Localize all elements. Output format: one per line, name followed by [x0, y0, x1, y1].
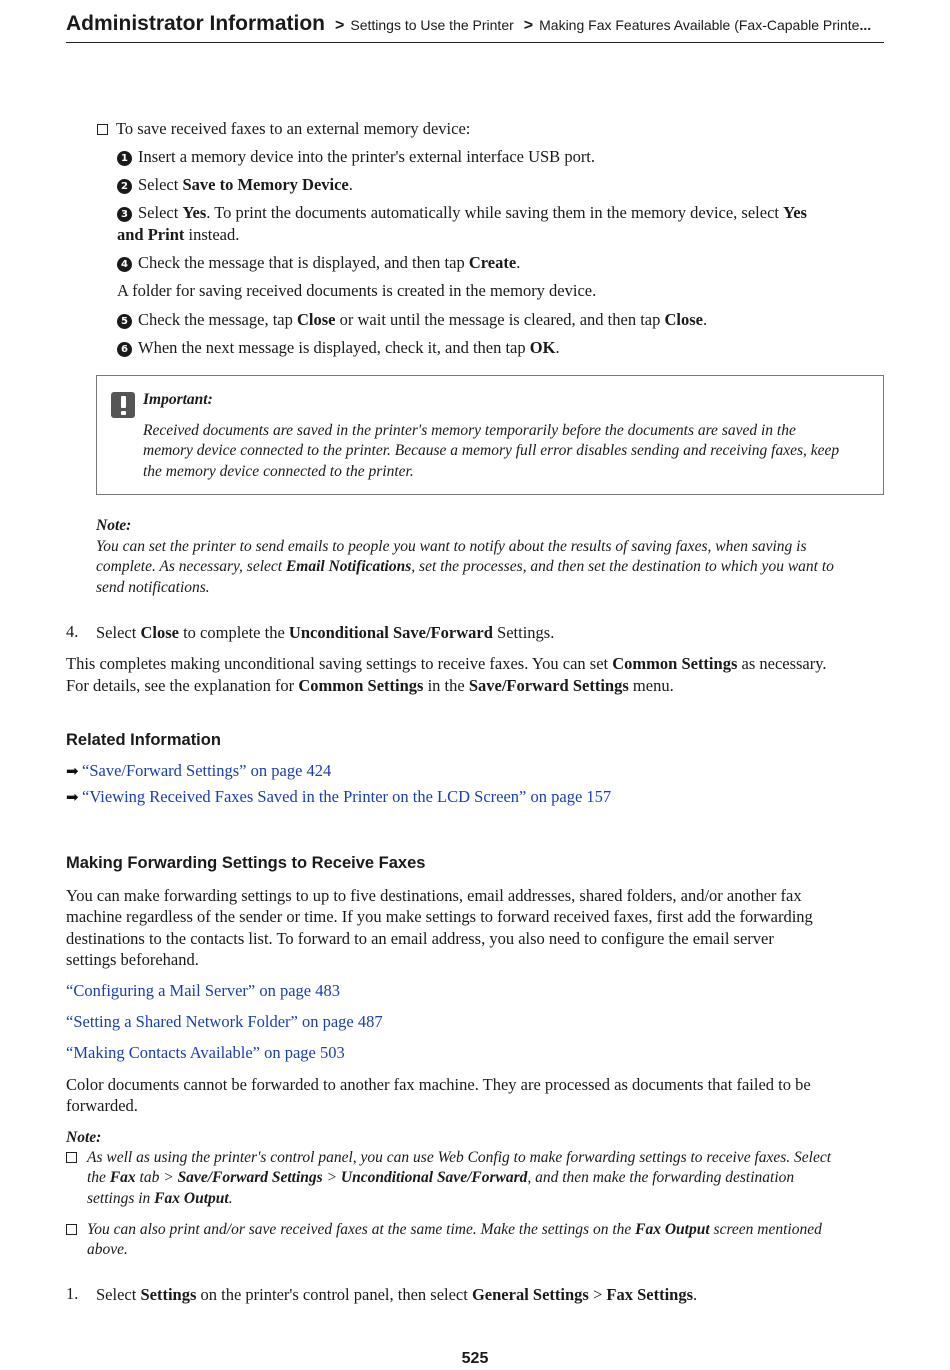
forwarding-para-line-1: You can make forwarding settings to up to five destinations, email addresses, shared folders, and/or another fax [66, 886, 802, 905]
step-number-icon: 3 [117, 207, 132, 222]
checkbox-bullet-icon [66, 1224, 77, 1235]
note-line-2: complete. As necessary, select Email Notifications, set the processes, and then set the destination to which you want to [96, 558, 834, 575]
memory-step-1: 1 Insert a memory device into the printer's external interface USB port. [117, 146, 595, 168]
important-box [96, 375, 884, 495]
important-line-1: Received documents are saved in the printer's memory temporarily before the documents are saved in the [143, 422, 796, 439]
important-title: Important: [143, 391, 213, 408]
checkbox-bullet-icon [97, 124, 108, 135]
breadcrumb-ellipsis: ... [859, 17, 872, 33]
note-2-b1-line-1: As well as using the printer's control panel, you can use Web Config to make forwarding settings to receive faxes. Select [87, 1149, 832, 1166]
breadcrumb-fax-features: Making Fax Features Available (Fax-Capable Printe [539, 17, 860, 33]
step-4-number: 4. [66, 622, 79, 641]
important-line-3: the memory device connected to the printer. [143, 463, 414, 480]
note-2-b2-line-1: You can also print and/or save received faxes at the same time. Make the settings on the Fax Output screen mentioned [87, 1221, 822, 1238]
memory-step-5: 5 Check the message, tap Close or wait until the message is cleared, and then tap Close. [117, 309, 707, 331]
note-title: Note: [96, 517, 132, 534]
memory-intro: To save received faxes to an external memory device: [97, 118, 470, 140]
completes-line-2: For details, see the explanation for Common Settings in the Save/Forward Settings menu. [66, 676, 674, 695]
step-1-text: Select Settings on the printer's control panel, then select General Settings > Fax Settings. [96, 1285, 698, 1304]
note-2-b1-line-3: settings in Fax Output. [87, 1190, 233, 1207]
note-line-1: You can set the printer to send emails to people you want to notify about the results of saving faxes, when saving is [96, 538, 807, 555]
step-number-icon: 5 [117, 314, 132, 329]
memory-step-3: 3 Select Yes. To print the documents automatically while saving them in the memory device, select Yes and Print instead. [117, 203, 807, 244]
related-link-viewing-faxes[interactable]: ➡ “Viewing Received Faxes Saved in the Printer on the LCD Screen” on page 157 [66, 787, 612, 806]
note-line-3: send notifications. [96, 579, 210, 596]
breadcrumb-settings: Settings to Use the Printer [350, 17, 514, 33]
link-contacts[interactable]: “Making Contacts Available” on page 503 [66, 1043, 345, 1062]
step-1-number: 1. [66, 1284, 79, 1303]
arrow-right-icon: ➡ [66, 788, 79, 806]
memory-step-2: 2 Select Save to Memory Device. [117, 174, 353, 196]
step-number-icon: 1 [117, 151, 132, 166]
forwarding-para-line-3: destinations to the contacts list. To forward to an email address, you also need to configure the email server [66, 929, 774, 948]
forwarding-para-line-4: settings beforehand. [66, 950, 199, 969]
breadcrumb-separator: > [335, 17, 345, 34]
link-shared-folder[interactable]: “Setting a Shared Network Folder” on page 487 [66, 1012, 383, 1031]
color-docs-line-2: forwarded. [66, 1096, 138, 1115]
forwarding-heading: Making Forwarding Settings to Receive Faxes [66, 854, 426, 872]
completes-line-1: This completes making unconditional saving settings to receive faxes. You can set Common Settings as necessary. [66, 654, 827, 673]
step-number-icon: 6 [117, 342, 132, 357]
note-2-b1-line-2: the Fax tab > Save/Forward Settings > Unconditional Save/Forward, and then make the forwarding destination [87, 1169, 795, 1186]
related-information-heading: Related Information [66, 731, 221, 749]
arrow-right-icon: ➡ [66, 762, 79, 780]
important-line-2: memory device connected to the printer. Because a memory full error disables sending and receiving faxes, keep [143, 442, 840, 459]
step-4-text: Select Close to complete the Unconditional Save/Forward Settings. [96, 623, 555, 642]
checkbox-bullet-icon [66, 1152, 77, 1163]
related-link-save-forward[interactable]: ➡ “Save/Forward Settings” on page 424 [66, 761, 332, 780]
note-2-bullet-1 [66, 1148, 85, 1169]
note-2-bullet-2 [66, 1220, 85, 1241]
header-title: Administrator Information [66, 12, 326, 35]
memory-step-6: 6 When the next message is displayed, check it, and then tap OK. [117, 337, 560, 359]
note-2-title: Note: [66, 1129, 102, 1146]
step-number-icon: 2 [117, 179, 132, 194]
page-number: 525 [461, 1350, 489, 1367]
memory-step-4: 4 Check the message that is displayed, and then tap Create. [117, 252, 520, 274]
link-mail-server[interactable]: “Configuring a Mail Server” on page 483 [66, 981, 341, 1000]
note-2-b2-line-2: above. [87, 1241, 128, 1258]
warning-icon [111, 392, 135, 418]
breadcrumb-separator: > [523, 17, 534, 34]
forwarding-para-line-2: machine regardless of the sender or time. If you make settings to forward received faxes, first add the forwarding [66, 907, 813, 926]
step-number-icon: 4 [117, 257, 132, 272]
color-docs-line-1: Color documents cannot be forwarded to another fax machine. They are processed as documents that failed to be [66, 1075, 811, 1094]
folder-note: A folder for saving received documents is created in the memory device. [117, 281, 597, 300]
running-header [66, 12, 884, 43]
